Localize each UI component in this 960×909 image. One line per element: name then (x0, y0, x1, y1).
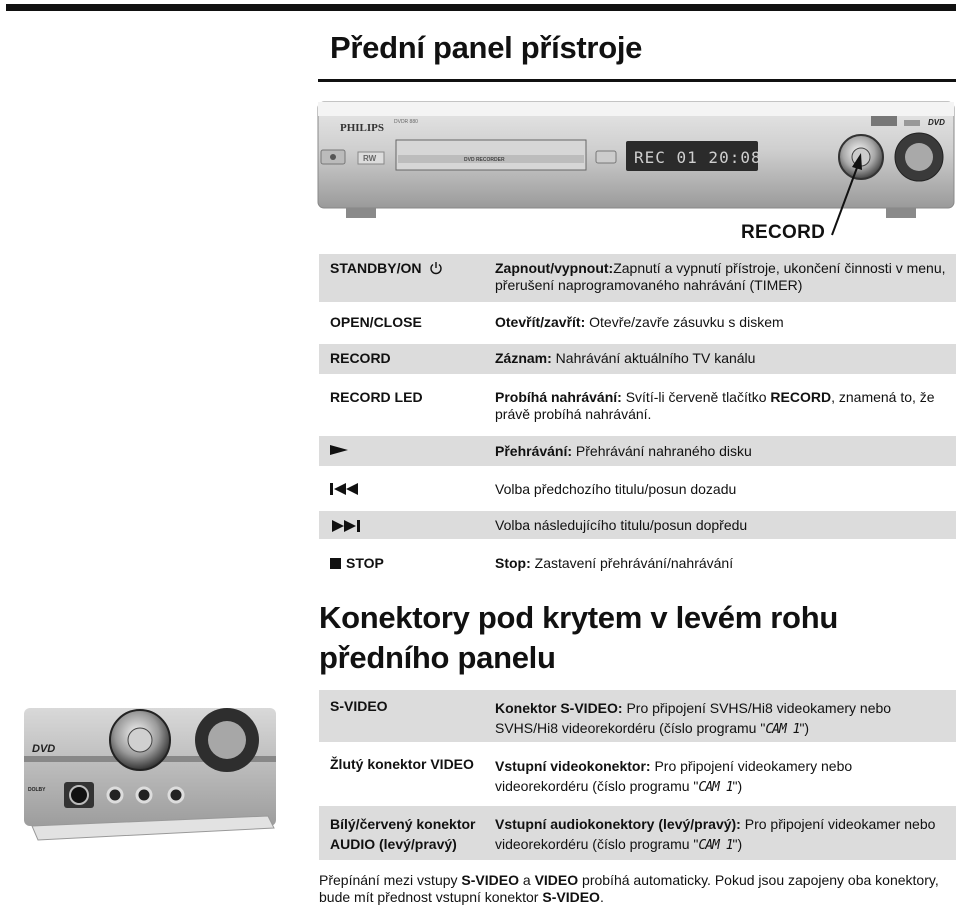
model-label: DVDR 880 (394, 119, 418, 125)
connector-label: Vstupní audiokonektory (levý/pravý): (495, 816, 741, 832)
control-label: Otevřít/zavřít: (495, 314, 586, 330)
connector-panel-image (22, 700, 278, 850)
connector-desc: Pro připojení SVHS/Hi8 videokamery nebo SVHS/Hi8 videorekordéru (číslo programu " (495, 700, 892, 736)
brand-logo: PHILIPS (340, 122, 385, 134)
control-label: Záznam: (495, 350, 552, 366)
program-name: CAM 1 (698, 838, 733, 853)
dvd-logo: DVD (928, 118, 945, 127)
top-rule (6, 4, 956, 11)
connector-key: Bílý/červený konektor (330, 816, 476, 832)
control-row-previous (319, 472, 956, 506)
title-underline (318, 79, 956, 82)
control-desc-bold: RECORD (770, 389, 832, 405)
play-icon (330, 444, 348, 456)
control-desc: Přehrávání nahraného disku (572, 443, 752, 459)
footer-note: Přepínání mezi vstupy S-VIDEO a VIDEO probíhá automaticky. Pokud jsou zapojeny oba konektory, bude mít přednost vstupní konektor S-VIDEO. (319, 872, 939, 905)
connector-key: AUDIO (levý/pravý) (330, 836, 457, 852)
record-callout-line (825, 150, 865, 240)
connector-dvd-logo: DVD (32, 743, 56, 755)
control-row-record (319, 344, 956, 374)
connector-key: S-VIDEO (330, 698, 388, 714)
control-desc: Volba předchozího titulu/posun dozadu (495, 481, 737, 497)
program-name: CAM 1 (698, 780, 733, 795)
control-row-next (319, 511, 956, 539)
audio-left-jack-icon (137, 788, 151, 802)
control-row-standby (319, 254, 956, 302)
section-heading-line: Konektory pod krytem v levém rohu (319, 600, 838, 635)
connector-key: Žlutý konektor VIDEO (330, 756, 474, 772)
connector-label: Vstupní videokonektor: (495, 758, 651, 774)
section-heading-line: předního panelu (319, 640, 556, 675)
video-jack-icon (108, 788, 122, 802)
connector-desc: Pro připojení videokamery nebo videorekordéru (číslo programu " (495, 758, 853, 794)
power-icon (429, 261, 443, 275)
control-key: OPEN/CLOSE (330, 314, 422, 330)
connector-desc: Pro připojení videokamer nebo videorekordéru (číslo programu " (495, 816, 936, 852)
record-callout-label: RECORD (741, 222, 826, 243)
control-row-record-led (319, 381, 956, 431)
page-title: Přední panel přístroje (330, 30, 643, 65)
rw-logo: RW (363, 154, 377, 163)
connector-label: Konektor S-VIDEO: (495, 700, 623, 716)
control-desc: Otevře/zavře zásuvku s diskem (585, 314, 784, 330)
control-label: Zapnout/vypnout: (495, 260, 614, 276)
control-desc: , znamená to, že právě probíhá nahrávání. (495, 389, 935, 422)
tray-label: DVD RECORDER (464, 157, 505, 163)
connector-desc-end: ") (799, 720, 810, 736)
control-key: RECORD LED (330, 389, 423, 405)
control-row-stop (319, 546, 956, 580)
control-key: STANDBY/ON (330, 260, 422, 276)
control-label: Přehrávání: (495, 443, 573, 459)
connector-row-svideo (319, 690, 956, 742)
display-readout: REC 01 20:08 (634, 148, 762, 167)
control-desc: Zapnutí a vypnutí přístroje, ukončení činnosti v menu, přerušení naprogramovaného nahrávání (TIMER) (495, 260, 946, 293)
control-desc: Zastavení přehrávání/nahrávání (530, 555, 734, 571)
control-row-open-close (319, 304, 956, 342)
connector-desc-end: ") (732, 836, 743, 852)
control-desc: Svítí-li červeně tlačítko (621, 389, 771, 405)
connector-dolby-logo: DOLBY (28, 787, 46, 793)
control-row-play (319, 436, 956, 466)
connector-row-video (319, 748, 956, 800)
svideo-jack-icon (70, 786, 88, 804)
control-desc: Nahrávání aktuálního TV kanálu (551, 350, 756, 366)
connector-desc-end: ") (732, 778, 743, 794)
control-desc: Volba následujícího titulu/posun dopředu (495, 517, 748, 533)
stop-icon (330, 558, 341, 569)
control-label: Probíhá nahrávání: (495, 389, 622, 405)
section-heading-connectors (319, 598, 838, 678)
program-name: CAM 1 (765, 722, 800, 737)
control-key: RECORD (330, 350, 391, 366)
control-label: Stop: (495, 555, 531, 571)
control-key: STOP (346, 555, 384, 571)
connector-row-audio (319, 806, 956, 860)
previous-icon (330, 483, 360, 495)
audio-right-jack-icon (169, 788, 183, 802)
next-icon (330, 520, 360, 532)
